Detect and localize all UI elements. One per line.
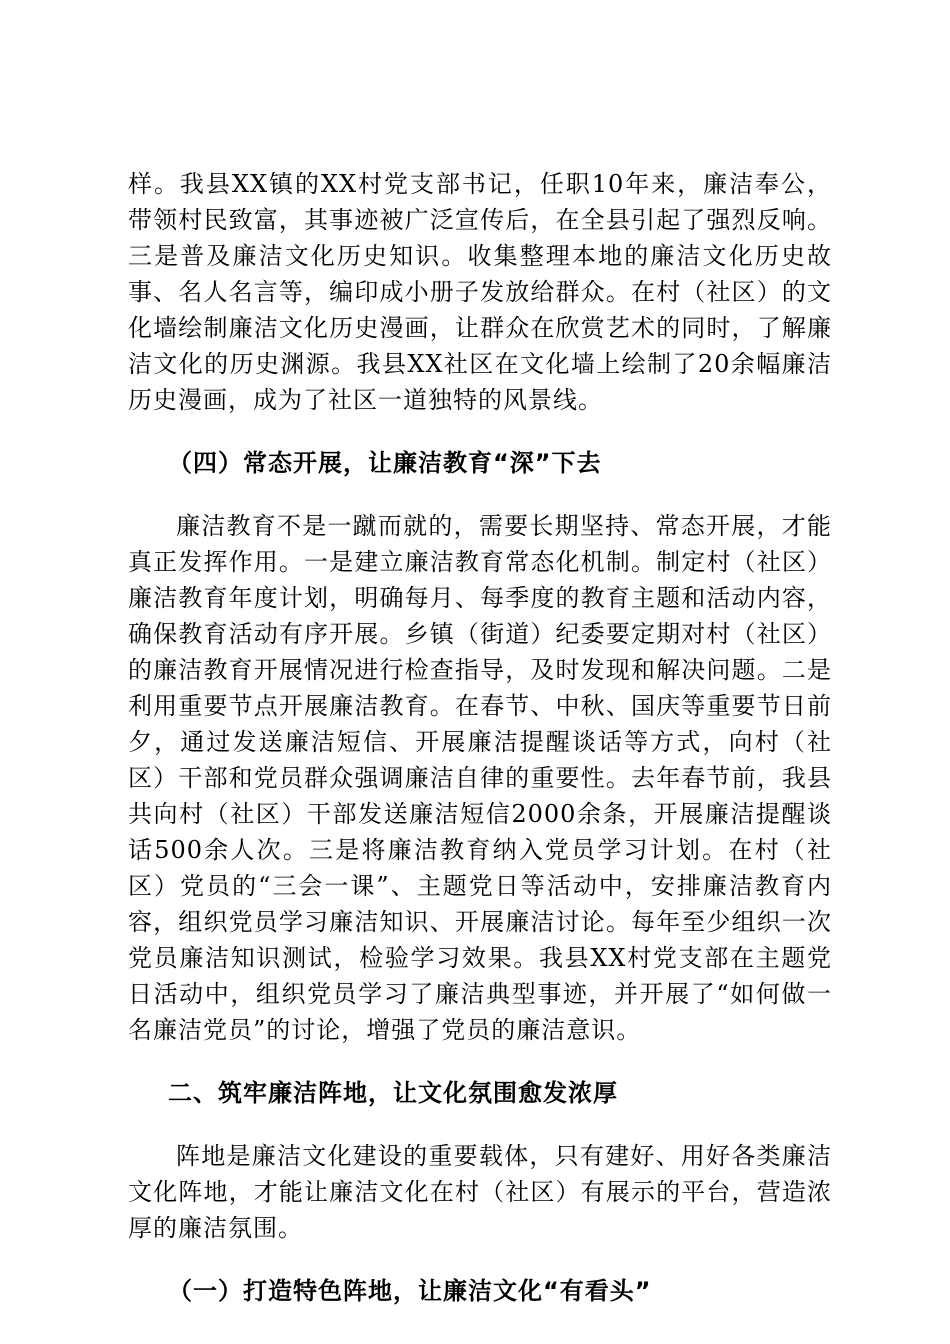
paragraph-routine-education: 廉洁教育不是一蹴而就的，需要长期坚持、常态开展，才能真正发挥作用。一是建立廉洁教育常态化机制。制定村（社区）廉洁教育年度计划，明确每月、每季度的教育主题和活动内容，确保教育活动有序开展。乡镇（街道）纪委要定期对村（社区）的廉洁教育开展情况进行检查指导，及时发现和解决问题。二是利用重要节点开展廉洁教育。在春节、中秋、国庆等重要节日前夕，通过发送廉洁短信、开展廉洁提醒谈话等方式，向村（社区）干部和党员群众强调廉洁自律的重要性。去年春节前，我县共向村（社区）干部发送廉洁短信2000余条，开展廉洁提醒谈话500余人次。三是将廉洁教育纳入党员学习计划。在村（社区）党员的“三会一课”、主题党日等活动中，安排廉洁教育内容，组织党员学习廉洁知识、开展廉洁讨论。每年至少组织一次党员廉洁知识测试，检验学习效果。我县XX村党支部在主题党日活动中，组织党员学习了廉洁典型事迹，并开展了“如何做一名廉洁党员”的讨论，增强了党员的廉洁意识。: [128, 512, 832, 1044]
section-heading-one: （一）打造特色阵地，让廉洁文化“有看头”: [168, 1277, 652, 1305]
paragraph-gap: [128, 481, 832, 508]
paragraph-continued-text: 样。我县XX镇的XX村党支部书记，任职10年来，廉洁奉公，带领村民致富，其事迹被广泛宣传后，在全县引起了强烈反响。三是普及廉洁文化历史知识。收集整理本地的廉洁文化历史故事、名人名言等，编印成小册子发放给群众。在村（社区）的文化墙绘制廉洁文化历史漫画，让群众在欣赏艺术的同时，了解廉洁文化的历史渊源。我县XX社区在文化墙上绘制了20余幅廉洁历史漫画，成为了社区一道独特的风景线。: [128, 170, 832, 414]
paragraph-gap: [128, 1048, 832, 1075]
section-heading-two: 二、筑牢廉洁阵地，让文化氛围愈发浓厚: [168, 1079, 618, 1107]
section-heading-four: （四）常态开展，让廉洁教育“深”下去: [168, 449, 602, 477]
paragraph-gap: [128, 418, 832, 445]
paragraph-positions: 阵地是廉洁文化建设的重要载体，只有建好、用好各类廉洁文化阵地，才能让廉洁文化在村（社区）有展示的平台，营造浓厚的廉洁氛围。: [128, 1142, 832, 1242]
document-body: [128, 166, 832, 1309]
paragraph-gap: [128, 1246, 832, 1273]
paragraph-gap: [128, 1111, 832, 1138]
